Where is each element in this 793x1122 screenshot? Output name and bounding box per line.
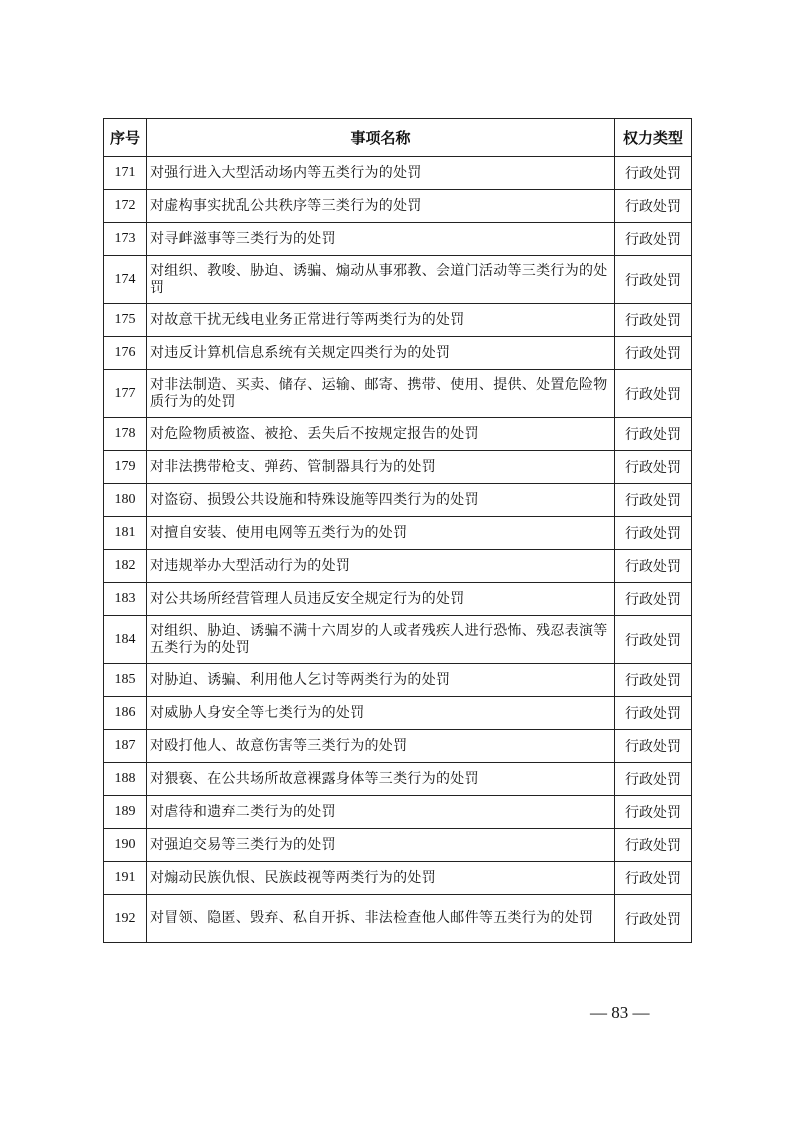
table-row xyxy=(104,616,692,664)
row-serial-number: 192 xyxy=(104,895,147,943)
row-serial-number: 184 xyxy=(104,616,147,664)
row-item-name: 对危险物质被盗、被抢、丢失后不按规定报告的处罚 xyxy=(147,418,615,451)
row-item-name: 对故意干扰无线电业务正常进行等两类行为的处罚 xyxy=(147,304,615,337)
row-item-name: 对虐待和遗弃二类行为的处罚 xyxy=(147,796,615,829)
row-power-type: 行政处罚 xyxy=(615,484,692,517)
row-item-name: 对违反计算机信息系统有关规定四类行为的处罚 xyxy=(147,337,615,370)
row-power-type: 行政处罚 xyxy=(615,223,692,256)
row-item-name: 对虚构事实扰乱公共秩序等三类行为的处罚 xyxy=(147,190,615,223)
row-serial-number: 177 xyxy=(104,370,147,418)
row-power-type: 行政处罚 xyxy=(615,337,692,370)
row-power-type: 行政处罚 xyxy=(615,862,692,895)
row-power-type: 行政处罚 xyxy=(615,796,692,829)
row-power-type: 行政处罚 xyxy=(615,550,692,583)
row-power-type: 行政处罚 xyxy=(615,697,692,730)
table-row xyxy=(104,862,692,895)
table-row xyxy=(104,256,692,304)
row-power-type: 行政处罚 xyxy=(615,304,692,337)
row-serial-number: 189 xyxy=(104,796,147,829)
row-item-name: 对强行进入大型活动场内等五类行为的处罚 xyxy=(147,157,615,190)
row-item-name: 对冒领、隐匿、毁弃、私自开拆、非法检查他人邮件等五类行为的处罚 xyxy=(147,895,615,943)
row-item-name: 对盗窃、损毁公共设施和特殊设施等四类行为的处罚 xyxy=(147,484,615,517)
row-serial-number: 176 xyxy=(104,337,147,370)
row-item-name: 对煽动民族仇恨、民族歧视等两类行为的处罚 xyxy=(147,862,615,895)
row-serial-number: 187 xyxy=(104,730,147,763)
row-power-type: 行政处罚 xyxy=(615,829,692,862)
row-item-name: 对胁迫、诱骗、利用他人乞讨等两类行为的处罚 xyxy=(147,664,615,697)
row-power-type: 行政处罚 xyxy=(615,895,692,943)
table-row xyxy=(104,370,692,418)
page-number: — 83 — xyxy=(590,1003,650,1022)
row-serial-number: 173 xyxy=(104,223,147,256)
table-row xyxy=(104,451,692,484)
header-power-type: 权力类型 xyxy=(615,119,692,157)
row-power-type: 行政处罚 xyxy=(615,616,692,664)
row-serial-number: 180 xyxy=(104,484,147,517)
row-item-name: 对猥亵、在公共场所故意裸露身体等三类行为的处罚 xyxy=(147,763,615,796)
row-serial-number: 191 xyxy=(104,862,147,895)
row-item-name: 对威胁人身安全等七类行为的处罚 xyxy=(147,697,615,730)
power-list-table xyxy=(103,118,692,943)
table-row xyxy=(104,190,692,223)
table-row xyxy=(104,664,692,697)
row-item-name: 对寻衅滋事等三类行为的处罚 xyxy=(147,223,615,256)
row-power-type: 行政处罚 xyxy=(615,763,692,796)
row-serial-number: 174 xyxy=(104,256,147,304)
table-row xyxy=(104,223,692,256)
table-row xyxy=(104,730,692,763)
row-power-type: 行政处罚 xyxy=(615,730,692,763)
row-power-type: 行政处罚 xyxy=(615,664,692,697)
table-row xyxy=(104,484,692,517)
row-power-type: 行政处罚 xyxy=(615,256,692,304)
table-row xyxy=(104,895,692,943)
table-row xyxy=(104,763,692,796)
row-serial-number: 186 xyxy=(104,697,147,730)
row-power-type: 行政处罚 xyxy=(615,157,692,190)
row-serial-number: 183 xyxy=(104,583,147,616)
table-row xyxy=(104,157,692,190)
table-row xyxy=(104,550,692,583)
table-row xyxy=(104,829,692,862)
row-power-type: 行政处罚 xyxy=(615,451,692,484)
row-serial-number: 190 xyxy=(104,829,147,862)
row-item-name: 对公共场所经营管理人员违反安全规定行为的处罚 xyxy=(147,583,615,616)
table-row xyxy=(104,418,692,451)
row-item-name: 对殴打他人、故意伤害等三类行为的处罚 xyxy=(147,730,615,763)
row-power-type: 行政处罚 xyxy=(615,517,692,550)
table-header-row xyxy=(104,119,692,157)
table-row xyxy=(104,583,692,616)
row-power-type: 行政处罚 xyxy=(615,418,692,451)
table-row xyxy=(104,697,692,730)
row-serial-number: 179 xyxy=(104,451,147,484)
row-power-type: 行政处罚 xyxy=(615,190,692,223)
row-serial-number: 182 xyxy=(104,550,147,583)
row-item-name: 对违规举办大型活动行为的处罚 xyxy=(147,550,615,583)
table-row xyxy=(104,304,692,337)
row-item-name: 对强迫交易等三类行为的处罚 xyxy=(147,829,615,862)
row-serial-number: 188 xyxy=(104,763,147,796)
table-row xyxy=(104,517,692,550)
row-serial-number: 185 xyxy=(104,664,147,697)
row-power-type: 行政处罚 xyxy=(615,370,692,418)
row-item-name: 对非法制造、买卖、储存、运输、邮寄、携带、使用、提供、处置危险物质行为的处罚 xyxy=(147,370,615,418)
row-serial-number: 181 xyxy=(104,517,147,550)
table-row xyxy=(104,796,692,829)
row-item-name: 对擅自安装、使用电网等五类行为的处罚 xyxy=(147,517,615,550)
row-item-name: 对非法携带枪支、弹药、管制器具行为的处罚 xyxy=(147,451,615,484)
row-serial-number: 171 xyxy=(104,157,147,190)
row-serial-number: 172 xyxy=(104,190,147,223)
row-serial-number: 175 xyxy=(104,304,147,337)
header-serial-number: 序号 xyxy=(104,119,147,157)
row-item-name: 对组织、胁迫、诱骗不满十六周岁的人或者残疾人进行恐怖、残忍表演等五类行为的处罚 xyxy=(147,616,615,664)
header-item-name: 事项名称 xyxy=(147,119,615,157)
row-power-type: 行政处罚 xyxy=(615,583,692,616)
table-row xyxy=(104,337,692,370)
row-item-name: 对组织、教唆、胁迫、诱骗、煽动从事邪教、会道门活动等三类行为的处罚 xyxy=(147,256,615,304)
row-serial-number: 178 xyxy=(104,418,147,451)
